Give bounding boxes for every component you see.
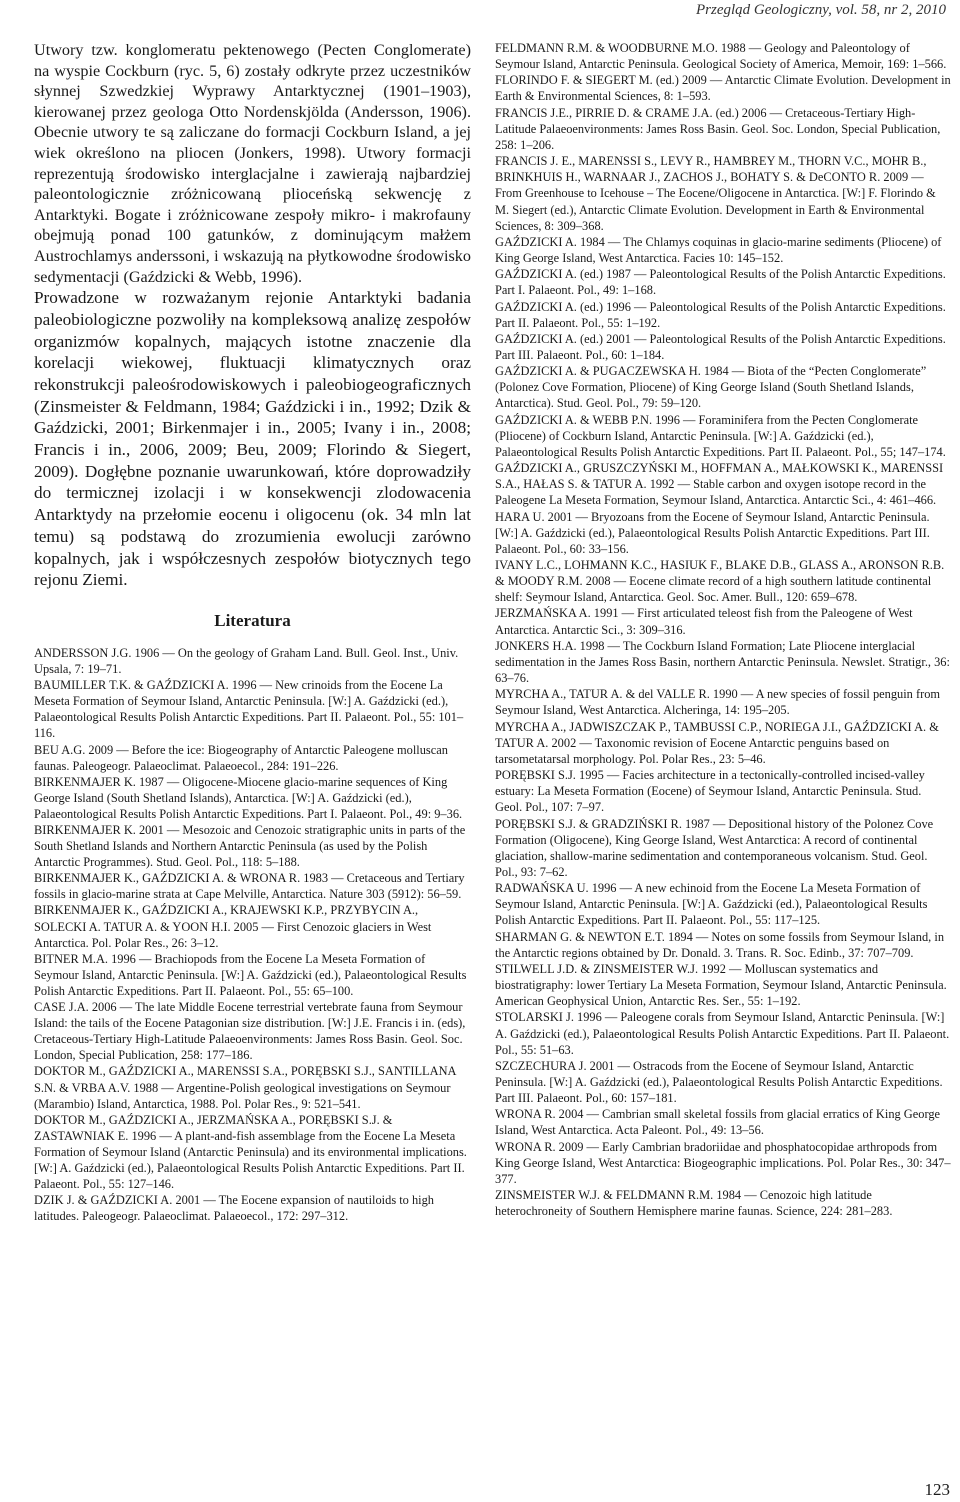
reference-item: GAŹDZICKI A. (ed.) 1987 — Paleontological Results of the Polish Antarctic Expeditions. Part I. Palaeont. Pol., 49: 1–168. xyxy=(495,267,946,298)
reference-item: WRONA R. 2009 — Early Cambrian bradoriidae and phosphatocopidae arthropods from King George Island, West Antarctica: Biogeographic implications. Pol. Polar Res., 30: 347–377. xyxy=(495,1139,951,1186)
running-head: Przegląd Geologiczny, vol. 58, nr 2, 2010 xyxy=(696,2,946,18)
reference-item: FLORINDO F. & SIEGERT M. (ed.) 2009 — Antarctic Climate Evolution. Development in Earth & Environmental Sciences, 8: 1–593. xyxy=(495,73,951,104)
reference-item: GAŹDZICKI A. (ed.) 1996 — Paleontological Results of the Polish Antarctic Expeditions. Part II. Palaeont. Pol., 55: 1–192. xyxy=(495,299,946,330)
reference-item: FELDMANN R.M. & WOODBURNE M.O. 1988 — Geology and Paleontology of Seymour Island, Antarctic Peninsula. Geological Society of America, Memoir, 169: 1–566. xyxy=(495,41,947,72)
reference-item: STOLARSKI J. 1996 — Paleogene corals from Seymour Island, Antarctic Peninsula. [W:] A. Gaździcki (ed.), Palaeontological Results Polish Antarctic Expeditions. Part II. Palaeont. Pol., 55: 51–63. xyxy=(495,1010,950,1057)
reference-item: JERZMAŃSKA A. 1991 — First articulated teleost fish from the Paleogene of West Antarctica. Antarctic Sci., 3: 309–316. xyxy=(495,606,913,637)
body-text xyxy=(34,40,471,591)
reference-item: SHARMAN G. & NEWTON E.T. 1894 — Notes on some fossils from Seymour Island, in the Antarctic regions obtained by Dr. Donald. 3. Trans. R. Soc. Edinb., 37: 707–709. xyxy=(495,929,945,960)
reference-item: MYRCHA A., JADWISZCZAK P., TAMBUSSI C.P., NORIEGA J.I., GAŹDZICKI A. & TATUR A. 2002 — Taxonomic revision of Eocene Antarctic penguins based on tarsometatarsal morphology. Pol. Polar Res., 23: 5–46. xyxy=(495,719,939,766)
section-title-literatura: Literatura xyxy=(214,610,291,630)
reference-item: IVANY L.C., LOHMANN K.C., HASIUK F., BLAKE D.B., GLASS A., ARONSON R.B. & MOODY R.M. 2008 — Eocene climate record of a high southern latitude continental shelf: Seymour Island, Antarctica. Geol. Soc. Amer. Bull., 120: 659–678. xyxy=(495,558,945,605)
reference-item: ZINSMEISTER W.J. & FELDMANN R.M. 1984 — Cenozoic high latitude heterochroneity of Southern Hemisphere marine faunas. Science, 224: 281–283. xyxy=(495,1188,893,1219)
reference-item: GAŹDZICKI A., GRUSZCZYŃSKI M., HOFFMAN A., MAŁKOWSKI K., MARENSSI S.A., HAŁAS S. & TATUR A. 1992 — Stable carbon and oxygen isotope record in the Paleogene La Meseta Formation, Seymour Island, Antarctica. Antarctic Sci., 4: 461–466. xyxy=(495,461,944,508)
reference-item: DOKTOR M., GAŹDZICKI A., MARENSSI S.A., PORĘBSKI S.J., SANTILLANA S.N. & VRBA A.V. 1988 — Argentine-Polish geological investigations on Seymour (Marambio) Island, Antarctica, 1988. Pol. Polar Res., 9: 521–541. xyxy=(34,1064,456,1111)
reference-item: SZCZECHURA J. 2001 — Ostracods from the Eocene of Seymour Island, Antarctic Peninsula. [W:] A. Gaździcki (ed.), Palaeontological Results Polish Antarctic Expeditions. Part III. Palaeont. Pol., 60: 157–181. xyxy=(495,1058,943,1106)
reference-item: CASE J.A. 2006 — The late Middle Eocene terrestrial vertebrate fauna from Seymour Island: the tails of the Eocene Patagonian size distribution. [W:] J.E. Francis i in. (eds), Cretaceous-Tertiary High-Latitude Palaeoenvironments: James Ross Basin. Geol. Soc. London, Special Publication, 258: 177–186. xyxy=(34,1000,466,1063)
references-right xyxy=(495,40,951,1219)
reference-item: BIRKENMAJER K. 2001 — Mesozoic and Cenozoic stratigraphic units in parts of the South Shetland Islands and Northern Antarctic Peninsula (as used by the Polish Antarctic Programmes). Stud. Geol. Pol., 118: 5–188. xyxy=(34,823,466,870)
reference-item: BAUMILLER T.K. & GAŹDZICKI A. 1996 — New crinoids from the Eocene La Meseta Formation of Seymour Island, Antarctic Peninsula. [W:] A. Gaździcki (ed.), Palaeontological Results Polish Antarctic Expeditions. Part II. Palaeont. Pol., 55: 101–116. xyxy=(34,678,464,741)
reference-item: DOKTOR M., GAŹDZICKI A., JERZMAŃSKA A., PORĘBSKI S.J. & ZASTAWNIAK E. 1996 — A plant-and-fish assemblage from the Eocene La Meseta Formation of Seymour Island (Antarctic Peninsula) and its environmental implications. [W:] A. Gaździcki (ed.), Palaeontological Results Polish Antarctic Expeditions. Part II. Palaeont. Pol., 55: 127–146. xyxy=(34,1112,467,1192)
paragraph-2: Prowadzone w rozważanym rejonie Antarktyki badania paleobiologiczne pozwoliły na kompleksową analizę zespołów organizmów kopalnych, mających istotne znaczenie dla korelacji wiekowej, fluktuacji klimatycznych oraz rekonstrukcji paleośrodowiskowych i paleobiogeograficznych (Zinsmeister & Feldmann, 1984; Gaździcki i in., 1992; Dzik & Gaździcki, 2001; Birkenmajer i in., 2005; Ivany i in., 2008; Francis i in., 2006, 2009; Beu, 2009; Florindo & Siegert, 2009). Dogłębne poznanie uwarunkowań, które doprowadziły do termicznej izolacji i w konsekwencji zlodowacenia Antarktydy na przełomie eocenu i oligocenu (ok. 34 mln lat temu) są podstawą do zrozumienia ewolucji zarówno kopalnych, jak i współczesnych zespołów biotycznych tego rejonu Ziemi. xyxy=(34,288,471,590)
reference-item: FRANCIS J. E., MARENSSI S., LEVY R., HAMBREY M., THORN V.C., MOHR B., BRINKHUIS H., WARNAAR J., ZACHOS J., BOHATY S. & DeCONTO R. 2009 — From Greenhouse to Icehouse – The Eocene/Oligocene in Antarctica. [W:] F. Florindo & M. Siegert (ed.), Antarctic Climate Evolution. Development in Earth & Environmental Sciences, 8: 309–368. xyxy=(495,154,936,233)
reference-item: DZIK J. & GAŹDZICKI A. 2001 — The Eocene expansion of nautiloids to high latitudes. Paleogeogr. Palaeoclimat. Palaeoecol., 172: 297–312. xyxy=(34,1193,434,1224)
reference-item: STILWELL J.D. & ZINSMEISTER W.J. 1992 — Molluscan systematics and biostratigraphy: lower Tertiary La Meseta Formation, Seymour Island, Antarctic Peninsula. American Geophysical Union, Antarctic Res. Ser., 55: 1–192. xyxy=(495,961,947,1009)
reference-item: GAŹDZICKI A. & PUGACZEWSKA H. 1984 — Biota of the “Pecten Conglomerate” (Polonez Cove Formation, Pliocene) of King George Island (South Shetland Islands, Antarctica). Stud. Geol. Pol., 79: 59–120. xyxy=(495,364,927,411)
reference-item: BEU A.G. 2009 — Before the ice: Biogeography of Antarctic Paleogene molluscan faunas. Paleogeogr. Palaeoclimat. Palaeoecol., 284: 191–226. xyxy=(34,742,448,773)
reference-item: GAŹDZICKI A. & WEBB P.N. 1996 — Foraminifera from the Pecten Conglomerate (Pliocene) of Cockburn Island, Antarctic Peninsula. [W:] A. Gaździcki (ed.), Palaeontological Results Polish Antarctic Expeditions. Part II. Palaeont. Pol., 55; 147–174. xyxy=(495,412,946,459)
reference-item: FRANCIS J.E., PIRRIE D. & CRAME J.A. (ed.) 2006 — Cretaceous-Tertiary High-Latitude Palaeoenvironments: James Ross Basin. Geol. Soc. London, Special Publication, 258: 1–206. xyxy=(495,105,941,152)
reference-item: BIRKENMAJER K., GAŹDZICKI A., KRAJEWSKI K.P., PRZYBYCIN A., SOLECKI A. TATUR A. & YOON H.I. 2005 — First Cenozoic glaciers in West Antarctica. Pol. Polar Res., 26: 3–12. xyxy=(34,903,432,950)
reference-item: RADWAŃSKA U. 1996 — A new echinoid from the Eocene La Meseta Formation of Seymour Island, Antarctic Peninsula. [W:] A. Gaździcki (ed.), Palaeontological Results Polish Antarctic Expeditions. Part II. Palaeont. Pol., 55: 117–125. xyxy=(495,881,928,928)
paragraph-1: Utwory tzw. konglomeratu pektenowego (Pecten Conglomerate) na wyspie Cockburn (ryc. 5, 6) zostały odkryte przez uczestników słynnej Szwedzkiej Wyprawy Antarktycznej (1901–1903), kierowanej przez geologa Otto Nordenskjölda (Andersson, 1906). Obecnie utwory te są zaliczane do formacji Cockburn Island, a jej wiek określono na pliocen (Jonkers, 1998). Utwory formacji reprezentują środowisko interglacjalne i zawierają najbardziej paleontologicznie zróżnicowaną plioceńską sekwencję z Antarktyki. Bogate i zróżnicowane zespoły mikro- i makrofauny obejmują ponad 100 gatunków, z dominującym małżem Austrochlamys anderssoni, i wskazują na płytkowodne środowisko sedymentacji (Gaździcki & Webb, 1996). xyxy=(34,41,471,286)
reference-item: GAŹDZICKI A. (ed.) 2001 — Paleontological Results of the Polish Antarctic Expeditions. Part III. Palaeont. Pol., 60: 1–184. xyxy=(495,331,946,362)
reference-item: GAŹDZICKI A. 1984 — The Chlamys coquinas in glacio-marine sediments (Pliocene) of King George Island, West Antarctica. Facies 10: 145–152. xyxy=(495,234,942,266)
reference-item: MYRCHA A., TATUR A. & del VALLE R. 1990 — A new species of fossil penguin from Seymour Island, West Antarctica. Alcheringa, 14: 195–205. xyxy=(495,687,941,718)
reference-item: BIRKENMAJER K., GAŹDZICKI A. & WRONA R. 1983 — Cretaceous and Tertiary fossils in glacio-marine strata at Cape Melville, Antarctica. Nature 303 (5912): 56–59. xyxy=(34,871,465,902)
reference-item: PORĘBSKI S.J. 1995 — Facies architecture in a tectonically-controlled incised-valley estuary: La Meseta Formation (Eocene) of Seymour Island, Antarctic Peninsula. Stud. Geol. Pol., 107: 7–97. xyxy=(495,768,925,815)
reference-item: HARA U. 2001 — Bryozoans from the Eocene of Seymour Island, Antarctic Peninsula. [W:] A. Gaździcki (ed.), Palaeontological Results Polish Antarctic Expeditions. Part III. Palaeont. Pol., 60: 33–156. xyxy=(495,509,930,556)
right-column xyxy=(495,40,951,1219)
reference-item: BIRKENMAJER K. 1987 — Oligocene-Miocene glacio-marine sequences of King George Island (South Shetland Islands), Antarctica. [W:] A. Gaździcki (ed.), Palaeontological Results Polish Antarctic Expeditions. Part I. Palaeont. Pol., 49: 9–36. xyxy=(34,774,463,821)
reference-item: PORĘBSKI S.J. & GRADZIŃSKI R. 1987 — Depositional history of the Polonez Cove Formation (Oligocene), King George Island, West Antarctica: A record of continental glaciation, shallow-marine sedimentation and contemporaneous volcanism. Stud. Geol. Pol., 93: 7–62. xyxy=(495,816,934,879)
references-left xyxy=(34,645,471,1224)
reference-item: BITNER M.A. 1996 — Brachiopods from the Eocene La Meseta Formation of Seymour Island, Antarctic Peninsula. [W:] A. Gaździcki (ed.), Palaeontological Results Polish Antarctic Expeditions. Part II. Palaeont. Pol., 55: 65–100. xyxy=(34,951,467,998)
reference-item: JONKERS H.A. 1998 — The Cockburn Island Formation; Late Pliocene interglacial sedimentation in the James Ross Basin, northern Antarctic Peninsula. Newslet. Stratigr., 36: 63–76. xyxy=(495,638,950,686)
left-column xyxy=(34,40,471,1224)
reference-item: ANDERSSON J.G. 1906 — On the geology of Graham Land. Bull. Geol. Inst., Univ. Upsala, 7: 19–71. xyxy=(34,645,459,677)
reference-item: WRONA R. 2004 — Cambrian small skeletal fossils from glacial erratics of King George Island, West Antarctica. Acta Paleont. Pol., 49: 13–56. xyxy=(495,1107,941,1138)
page-number: 123 xyxy=(924,1480,950,1499)
